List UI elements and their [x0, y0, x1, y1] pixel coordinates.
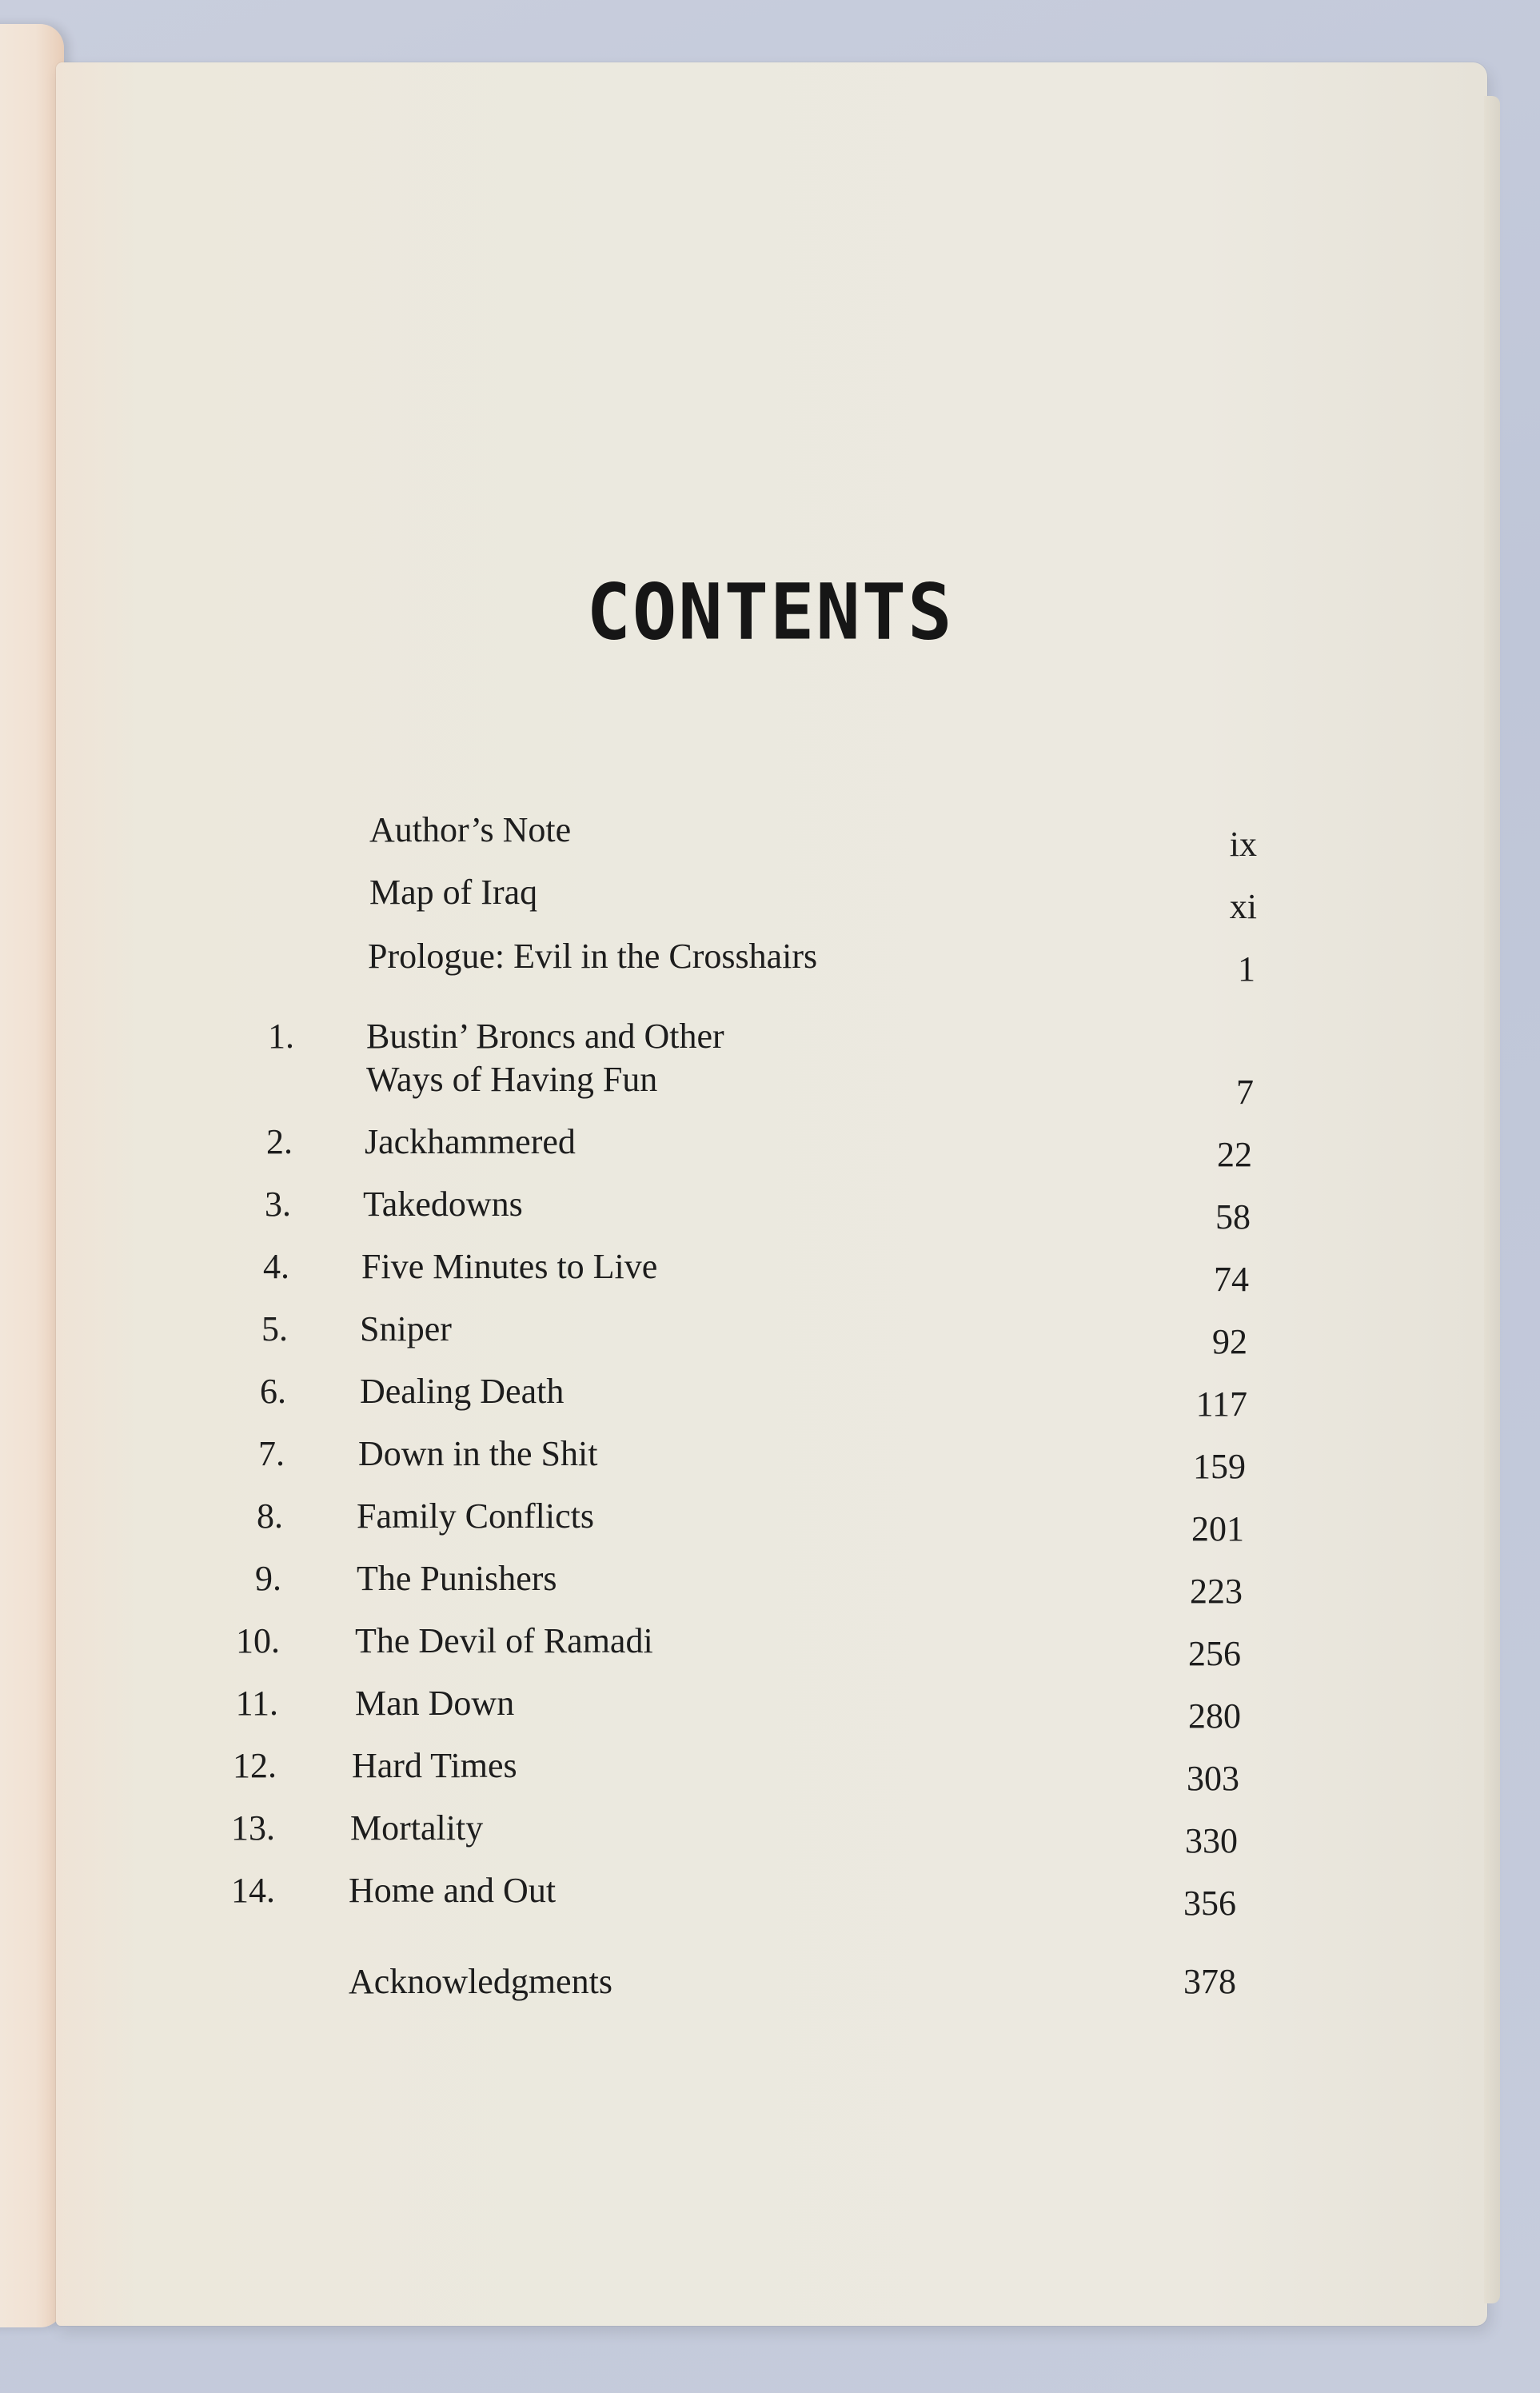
toc-entry-number: 13.	[231, 1808, 275, 1848]
toc-entry-label: Sniper	[360, 1309, 452, 1348]
toc-entry-label: Home and Out	[349, 1871, 557, 1910]
toc-entry-page: 256	[1188, 1634, 1241, 1673]
toc-entry-page: 159	[1193, 1447, 1246, 1486]
toc-entry-label: Author’s Note	[369, 810, 572, 849]
toc-entry-number: 2.	[266, 1122, 293, 1161]
toc-entry-label: Hard Times	[352, 1746, 517, 1785]
toc-entry-page: 280	[1188, 1696, 1241, 1736]
toc-entry-label: Family Conflicts	[357, 1496, 594, 1536]
toc-entry-number: 4.	[263, 1247, 289, 1286]
toc-entry-label: Prologue: Evil in the Crosshairs	[368, 937, 818, 976]
facing-page-edge	[0, 24, 64, 2327]
toc-entry-page: 378	[1183, 1962, 1236, 2001]
toc-entry-page: 58	[1215, 1197, 1251, 1236]
toc-entry-label: The Punishers	[357, 1559, 557, 1598]
toc-entry-page: 92	[1212, 1322, 1247, 1361]
toc-entry-number: 5.	[261, 1309, 288, 1348]
toc-entry-label: Man Down	[355, 1684, 515, 1723]
toc-entry-label: Mortality	[350, 1808, 484, 1848]
toc-entry-label: Acknowledgments	[349, 1962, 612, 2001]
toc-entry-page: 223	[1190, 1572, 1243, 1611]
toc-entry-page: 7	[1236, 1073, 1254, 1112]
toc-entry-number: 10.	[236, 1621, 280, 1660]
toc-entry-page: xi	[1229, 887, 1257, 926]
toc-entry-number: 12.	[233, 1746, 277, 1785]
toc-entry-number: 1.	[268, 1017, 294, 1056]
toc-entry-page: ix	[1229, 825, 1257, 864]
toc-entry-number: 3.	[265, 1185, 291, 1224]
toc-entry-label: Dealing Death	[360, 1372, 565, 1411]
toc-entry-number: 6.	[260, 1372, 286, 1411]
toc-entry-page: 201	[1191, 1509, 1244, 1548]
toc-entry-label: Five Minutes to Live	[361, 1247, 658, 1286]
toc-entry-page: 22	[1217, 1135, 1252, 1174]
toc-entry-page: 330	[1185, 1821, 1238, 1860]
toc-entry-page: 356	[1183, 1884, 1236, 1923]
toc-entry-page: 303	[1187, 1759, 1239, 1798]
page-stack-edge	[1484, 96, 1500, 2303]
toc-entry-label: Map of Iraq	[369, 873, 538, 912]
toc-entry-label: Jackhammered	[365, 1122, 576, 1161]
toc-entry-label: Takedowns	[363, 1185, 523, 1224]
toc-entry-page: 74	[1214, 1260, 1249, 1299]
toc-entry-label: Bustin’ Broncs and Other	[366, 1017, 724, 1056]
toc-entry-page: 1	[1238, 949, 1255, 989]
toc-entry-page: 117	[1195, 1384, 1247, 1424]
toc-entry-number: 9.	[255, 1559, 281, 1598]
toc-entry-number: 7.	[258, 1434, 285, 1473]
toc-entry-number: 11.	[235, 1684, 278, 1723]
contents-heading: CONTENTS	[586, 567, 954, 657]
toc-entry-label: The Devil of Ramadi	[355, 1621, 653, 1660]
toc-entry-label-continued: Ways of Having Fun	[366, 1060, 658, 1099]
toc-entry-number: 8.	[257, 1496, 283, 1536]
toc-entry-label: Down in the Shit	[358, 1434, 598, 1473]
toc-entry-number: 14.	[231, 1871, 275, 1910]
